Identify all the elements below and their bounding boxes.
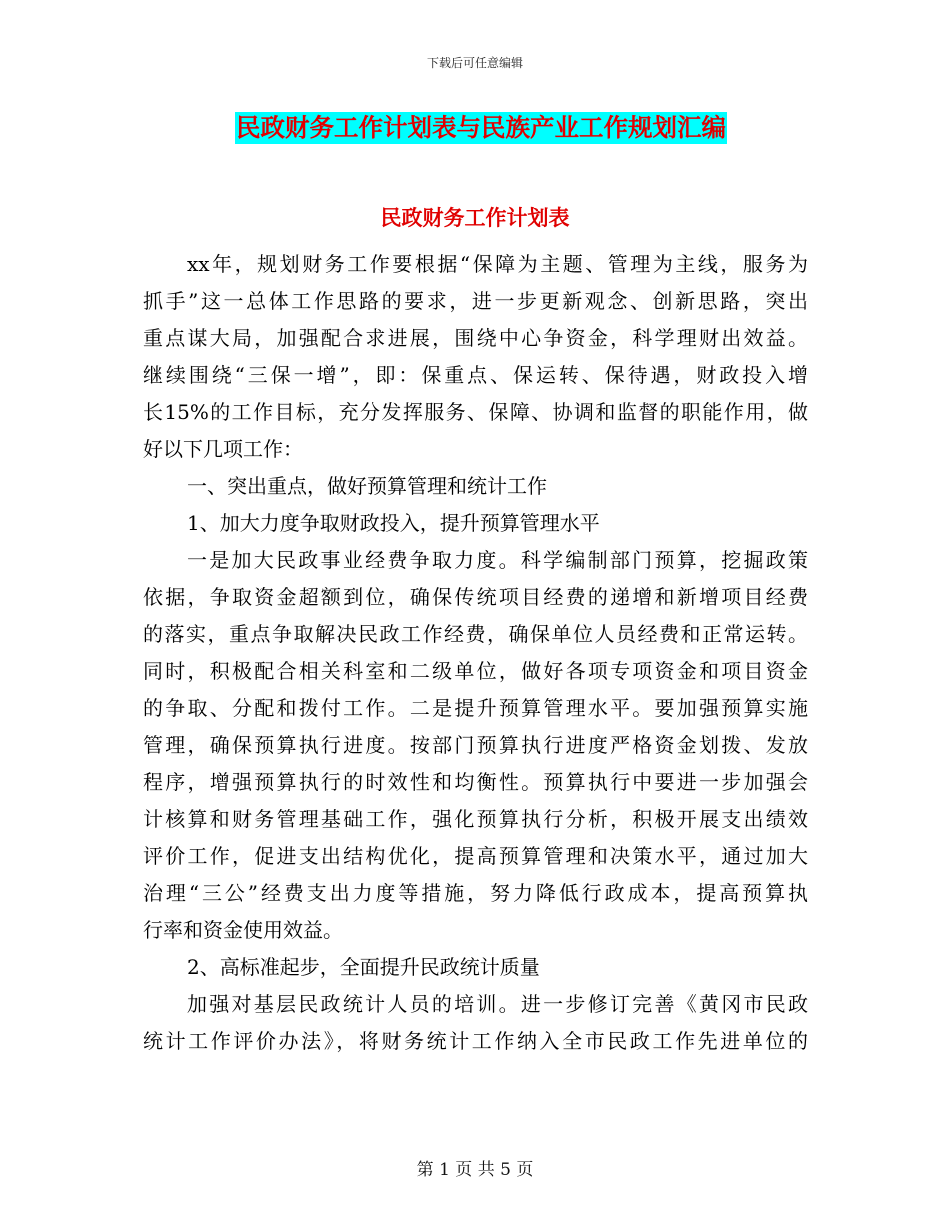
text-line: 治理“三公”经费支出力度等措施，努力降低行政成本，提高预算执 <box>143 881 808 905</box>
text-line: 计核算和财务管理基础工作，强化预算执行分析，积极开展支出绩效 <box>143 807 808 831</box>
text-line: 一是加大民政事业经费争取力度。科学编制部门预算，挖掘政策 <box>187 548 808 572</box>
page-number-footer: 第 1 页 共 5 页 <box>416 1160 534 1180</box>
text-line: 行率和资金使用效益。 <box>143 918 343 942</box>
text-line: 的落实，重点争取解决民政工作经费，确保单位人员经费和正常运转。 <box>143 622 808 646</box>
text-line: 统计工作评价办法》，将财务统计工作纳入全市民政工作先进单位的 <box>143 1029 808 1053</box>
text-line: 1、加大力度争取财政投入，提升预算管理水平 <box>187 511 600 535</box>
text-line: 的争取、分配和拨付工作。二是提升预算管理水平。要加强预算实施 <box>143 696 808 720</box>
text-line: 加强对基层民政统计人员的培训。进一步修订完善《黄冈市民政 <box>187 992 808 1016</box>
header-note: 下载后可任意编辑 <box>426 56 523 70</box>
section-title: 民政财务工作计划表 <box>380 206 570 230</box>
text-line: 一、突出重点，做好预算管理和统计工作 <box>187 474 547 498</box>
text-line: 长15%的工作目标，充分发挥服务、保障、协调和监督的职能作用，做 <box>143 400 808 424</box>
text-line: 好以下几项工作： <box>143 437 303 461</box>
text-line: 依据，争取资金超额到位，确保传统项目经费的递增和新增项目经费 <box>143 585 808 609</box>
text-line: 程序，增强预算执行的时效性和均衡性。预算执行中要进一步加强会 <box>143 770 808 794</box>
text-line: 管理，确保预算执行进度。按部门预算执行进度严格资金划拨、发放 <box>143 733 808 757</box>
text-line: 抓手”这一总体工作思路的要求，进一步更新观念、创新思路，突出 <box>143 289 808 313</box>
body-text <box>143 246 808 1060</box>
document-title: 民政财务工作计划表与民族产业工作规划汇编 <box>236 113 726 142</box>
text-line: xx年，规划财务工作要根据“保障为主题、管理为主线，服务为 <box>187 252 808 276</box>
text-line: 继续围绕“三保一增”，即：保重点、保运转、保待遇，财政投入增 <box>143 363 808 387</box>
text-line: 重点谋大局，加强配合求进展，围绕中心争资金，科学理财出效益。 <box>143 326 808 350</box>
text-line: 同时，积极配合相关科室和二级单位，做好各项专项资金和项目资金 <box>143 659 808 683</box>
text-line: 2、高标准起步，全面提升民政统计质量 <box>187 955 540 979</box>
text-line: 评价工作，促进支出结构优化，提高预算管理和决策水平，通过加大 <box>143 844 808 868</box>
